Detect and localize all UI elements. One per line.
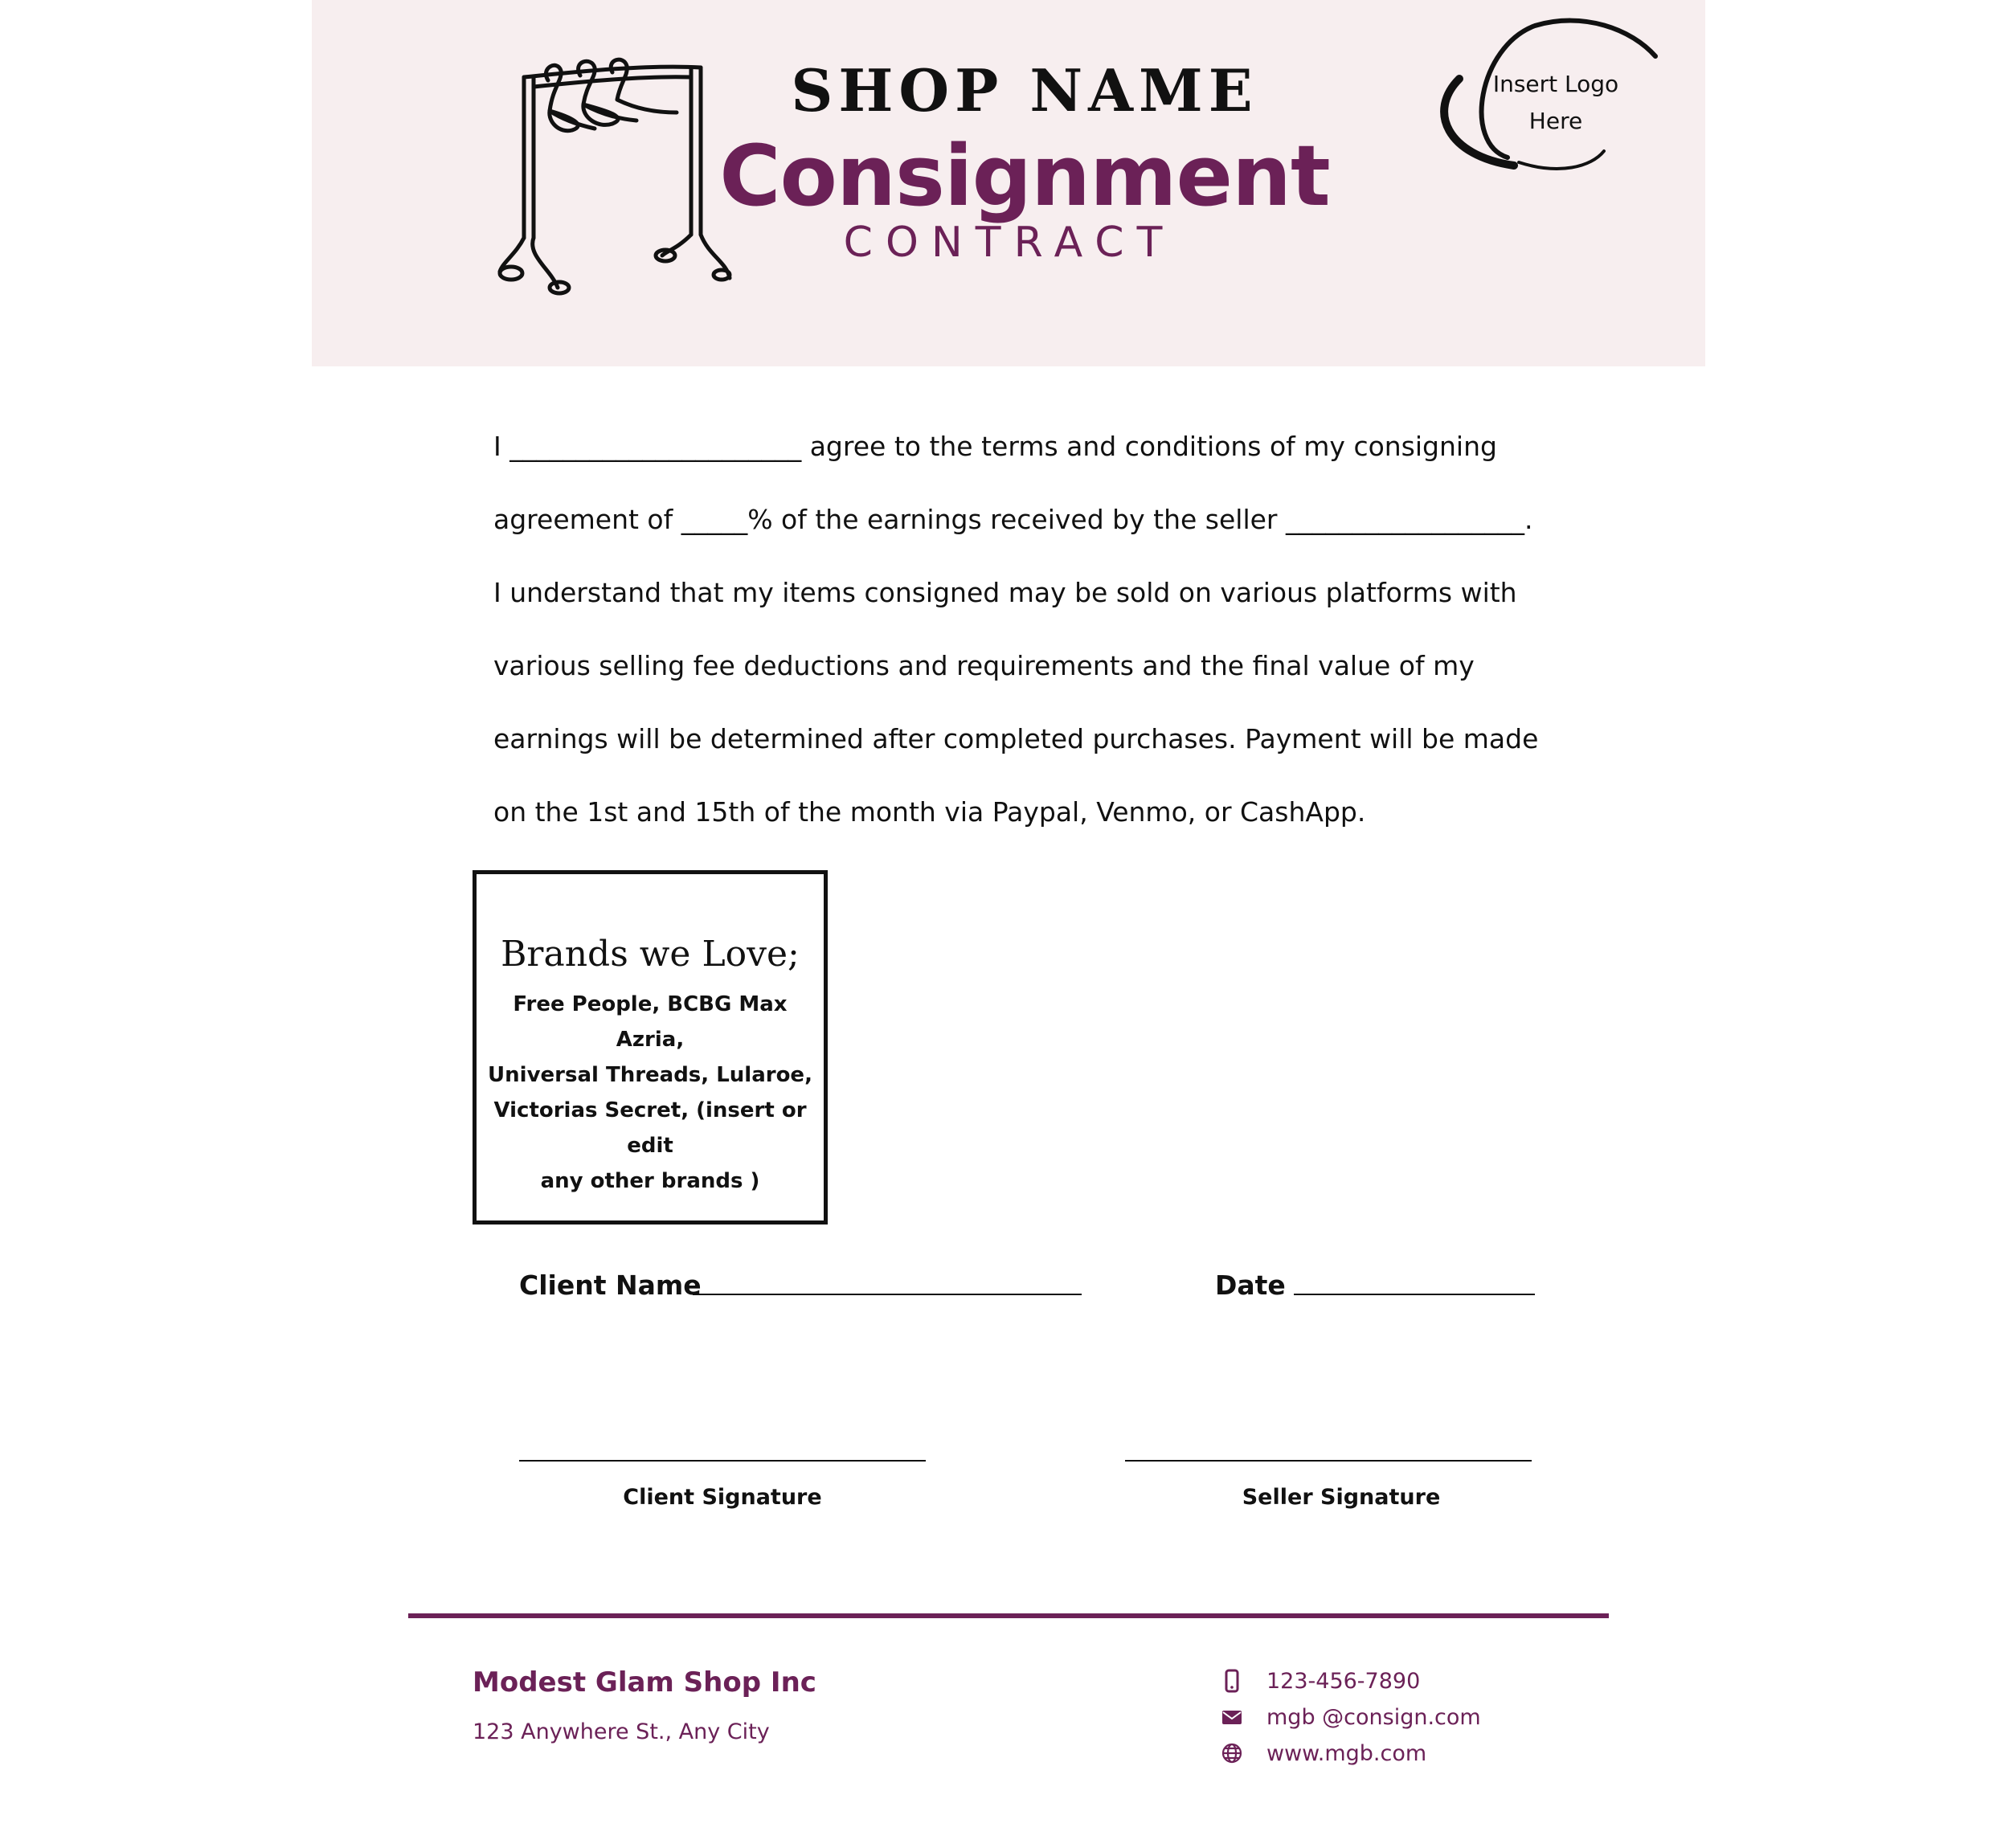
globe-icon [1220,1741,1244,1765]
agreement-line-2: agreement of _____% of the earnings received by the seller __________________. [493,504,1533,535]
footer-divider [408,1613,1609,1618]
brands-title: Brands we Love; [501,934,800,975]
document-subtitle: CONTRACT [843,219,1176,267]
contact-website [1220,1737,1426,1769]
contact-email [1220,1701,1481,1733]
client-signature-line[interactable] [519,1460,926,1462]
website-text: www.mgb.com [1266,1740,1427,1766]
agreement-line-3: I understand that my items consigned may be sold on various platforms with [493,577,1517,608]
agreement-line-4: various selling fee deductions and requirements and the final value of my [493,650,1475,681]
seller-signature-line[interactable] [1125,1460,1532,1462]
agreement-line-1: I ______________________ agree to the terms and conditions of my consigning [493,431,1497,462]
brands-line: any other brands ) [540,1169,760,1193]
brands-line: Universal Threads, Lularoe, [488,1063,812,1087]
date-label: Date [1215,1269,1286,1301]
contact-phone [1220,1665,1420,1697]
mail-icon [1220,1705,1244,1729]
clothing-rack-icon [492,53,733,299]
seller-signature-label: Seller Signature [1242,1485,1441,1510]
brands-list [477,987,824,1199]
brands-line: Free People, BCBG Max Azria, [513,992,788,1052]
brands-line: Victorias Secret, (insert or edit [493,1098,807,1158]
logo-placeholder-text: Insert Logo Here [1492,71,1619,134]
shop-name: SHOP NAME [791,56,1258,125]
phone-icon [1220,1669,1244,1693]
agreement-line-6: on the 1st and 15th of the month via Paypal, Venmo, or CashApp. [493,796,1366,828]
company-name: Modest Glam Shop Inc [473,1666,816,1699]
client-signature-label: Client Signature [623,1485,822,1510]
company-address: 123 Anywhere St., Any City [473,1719,770,1744]
document-title: Consignment [719,127,1330,225]
agreement-line-5: earnings will be determined after completed purchases. Payment will be made [493,723,1539,754]
phone-text: 123-456-7890 [1266,1668,1421,1694]
brands-box [473,870,828,1225]
client-name-label: Client Name [519,1269,702,1301]
email-text: mgb @consign.com [1266,1704,1481,1730]
date-line[interactable] [1294,1294,1535,1295]
client-name-line[interactable] [693,1294,1082,1295]
